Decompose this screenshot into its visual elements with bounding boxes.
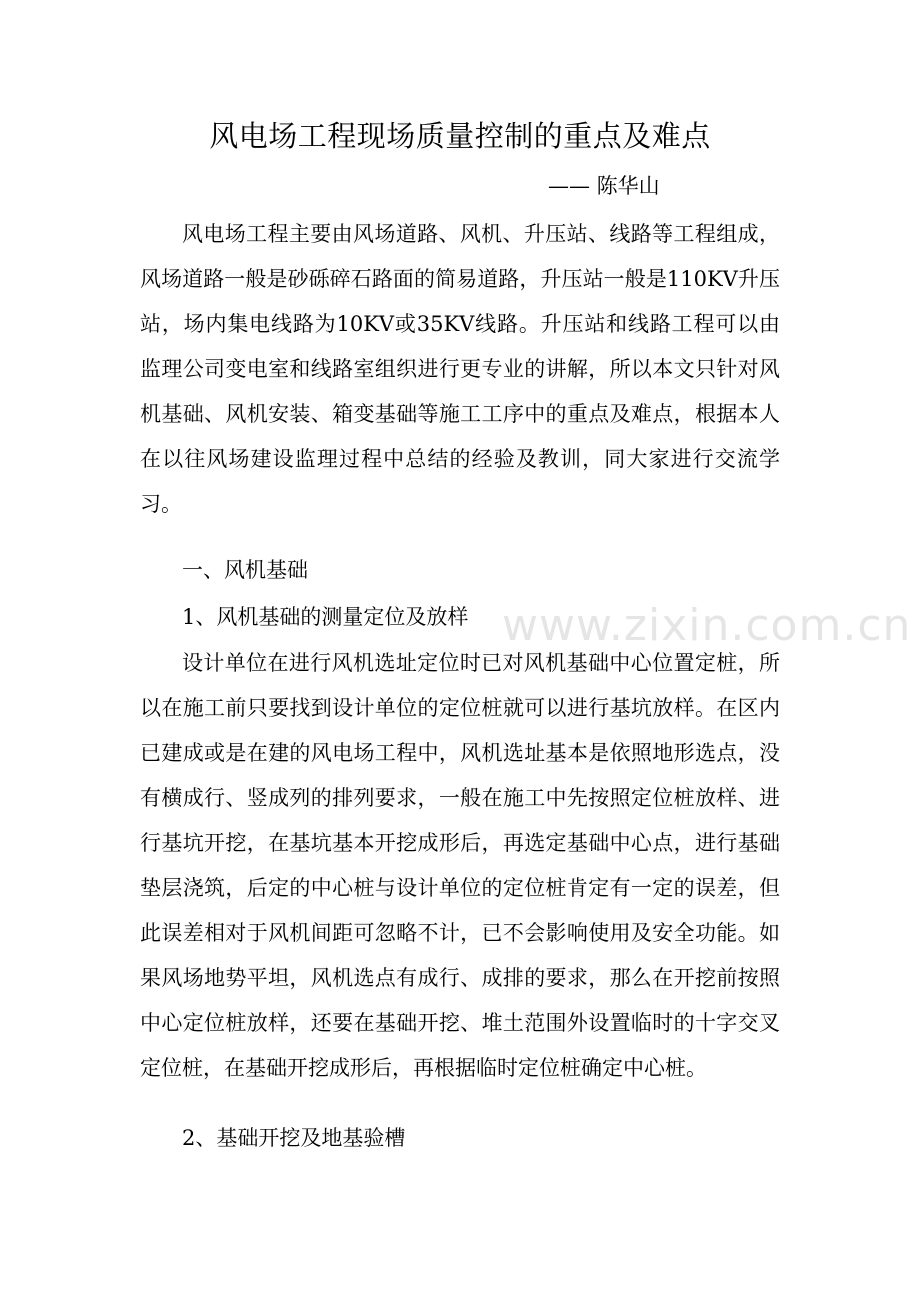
document-title: 风电场工程现场质量控制的重点及难点 — [209, 119, 711, 153]
paragraph-survey-positioning: 设计单位在进行风机选址定位时已对风机基础中心位置定桩，所以在施工前只要找到设计单位的定位桩就可以进行基坑放样。在区内已建成或是在建的风电场工程中，风机选址基本是依照地形选点，没有横成行、竖成列的排列要求，一般在施工中先按照定位桩放样、进行基坑开挖，在基坑基本开挖成形后，再选定基础中心点，进行基础垫层浇筑，后定的中心桩与设计单位的定位桩肯定有一定的误差，但此误差相对于风机间距可忽略不计，已不会影响使用及安全功能。如果风场地势平坦，风机选点有成行、成排的要求，那么在开挖前按照中心定位桩放样，还要在基础开挖、堆土范围外设置临时的十字交叉定位桩，在基础开挖成形后，再根据临时定位桩确定中心桩。 — [140, 651, 780, 1080]
section-heading-wind-turbine-foundation: 一、风机基础 — [182, 558, 308, 582]
document-author: —— 陈华山 — [548, 174, 660, 198]
watermark: www.zixin.com.cn — [502, 600, 912, 651]
paragraph-intro: 风电场工程主要由风场道路、风机、升压站、线路等工程组成，风场道路一般是砂砾碎石路面的简易道路，升压站一般是110KV升压站，场内集电线路为10KV或35KV线路。升压站和线路工程可以由监理公司变电室和线路室组织进行更专业的讲解，所以本文只针对风机基础、风机安装、箱变基础等施工工序中的重点及难点，根据本人在以往风场建设监理过程中总结的经验及教训，同大家进行交流学习。 — [140, 222, 780, 516]
subsection-heading-survey-positioning: 1、风机基础的测量定位及放样 — [182, 605, 469, 629]
subsection-heading-excavation: 2、基础开挖及地基验槽 — [182, 1126, 406, 1150]
